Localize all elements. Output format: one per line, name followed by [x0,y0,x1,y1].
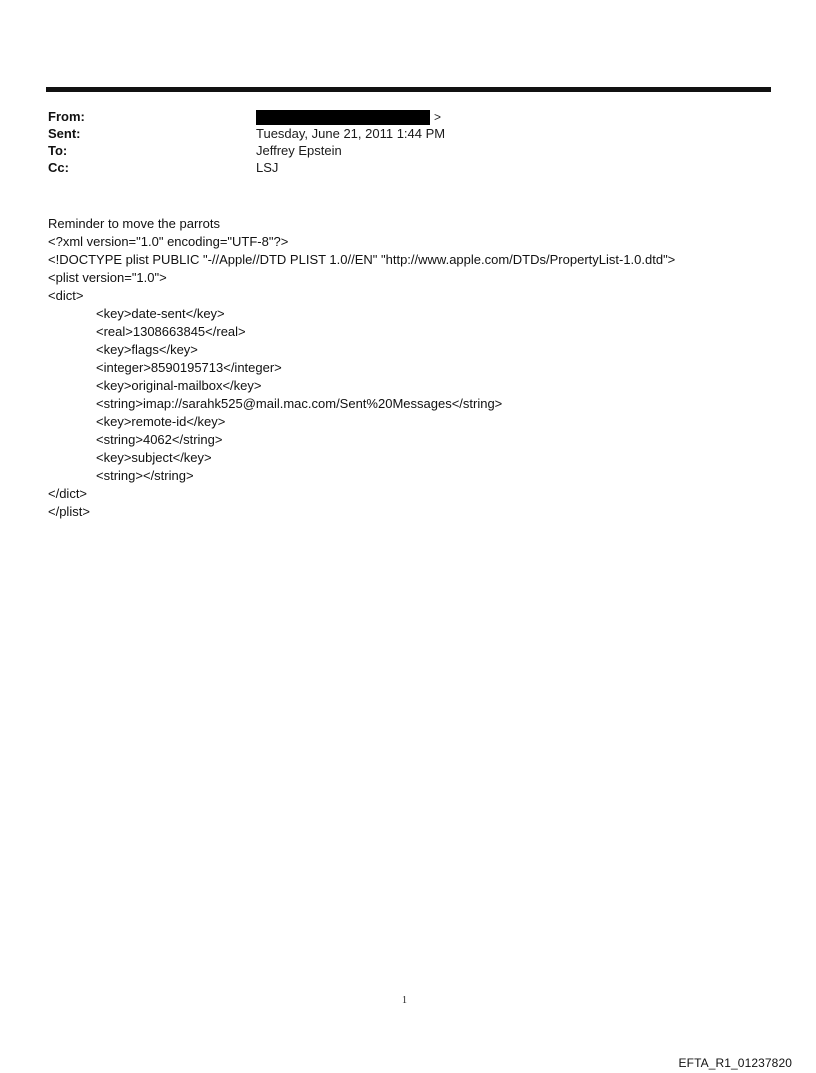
cc-label: Cc: [48,160,69,175]
body-line: <key>original-mailbox</key> [96,378,262,393]
to-value: Jeffrey Epstein [256,143,342,158]
document-id: EFTA_R1_01237820 [678,1056,792,1070]
cc-row [48,159,768,176]
body-line: Reminder to move the parrots [48,216,220,231]
header-rule [46,87,771,92]
body-line: <key>subject</key> [96,450,212,465]
body-line: <string></string> [96,468,194,483]
body-line: <string>imap://sarahk525@mail.mac.com/Sent%20Messages</string> [96,396,503,411]
redaction-block [256,110,430,125]
from-redacted-value [256,110,441,125]
body-line: <key>date-sent</key> [96,306,225,321]
cc-value: LSJ [256,160,279,175]
body-line: <real>1308663845</real> [96,324,246,339]
body-line: </plist> [48,504,90,519]
body-line: <?xml version="1.0" encoding="UTF-8"?> [48,234,289,249]
body-line: </dict> [48,486,88,501]
from-row [48,108,768,125]
body-line: <key>remote-id</key> [96,414,226,429]
sent-row [48,125,768,142]
email-body [48,215,768,521]
to-label: To: [48,143,68,158]
sent-value: Tuesday, June 21, 2011 1:44 PM [256,126,446,141]
to-row [48,142,768,159]
sent-label: Sent: [48,126,81,141]
body-line: <plist version="1.0"> [48,270,167,285]
body-line: <!DOCTYPE plist PUBLIC "-//Apple//DTD PLIST 1.0//EN" "http://www.apple.com/DTDs/PropertyList-1.0.dtd"> [48,252,676,267]
from-redacted-suffix: > [434,110,442,124]
body-line: <string>4062</string> [96,432,223,447]
body-line: <integer>8590195713</integer> [96,360,282,375]
body-line: <dict> [48,288,84,303]
email-header [48,108,768,176]
body-line: <key>flags</key> [96,342,198,357]
page-number: 1 [402,995,407,1006]
from-label: From: [48,109,85,124]
